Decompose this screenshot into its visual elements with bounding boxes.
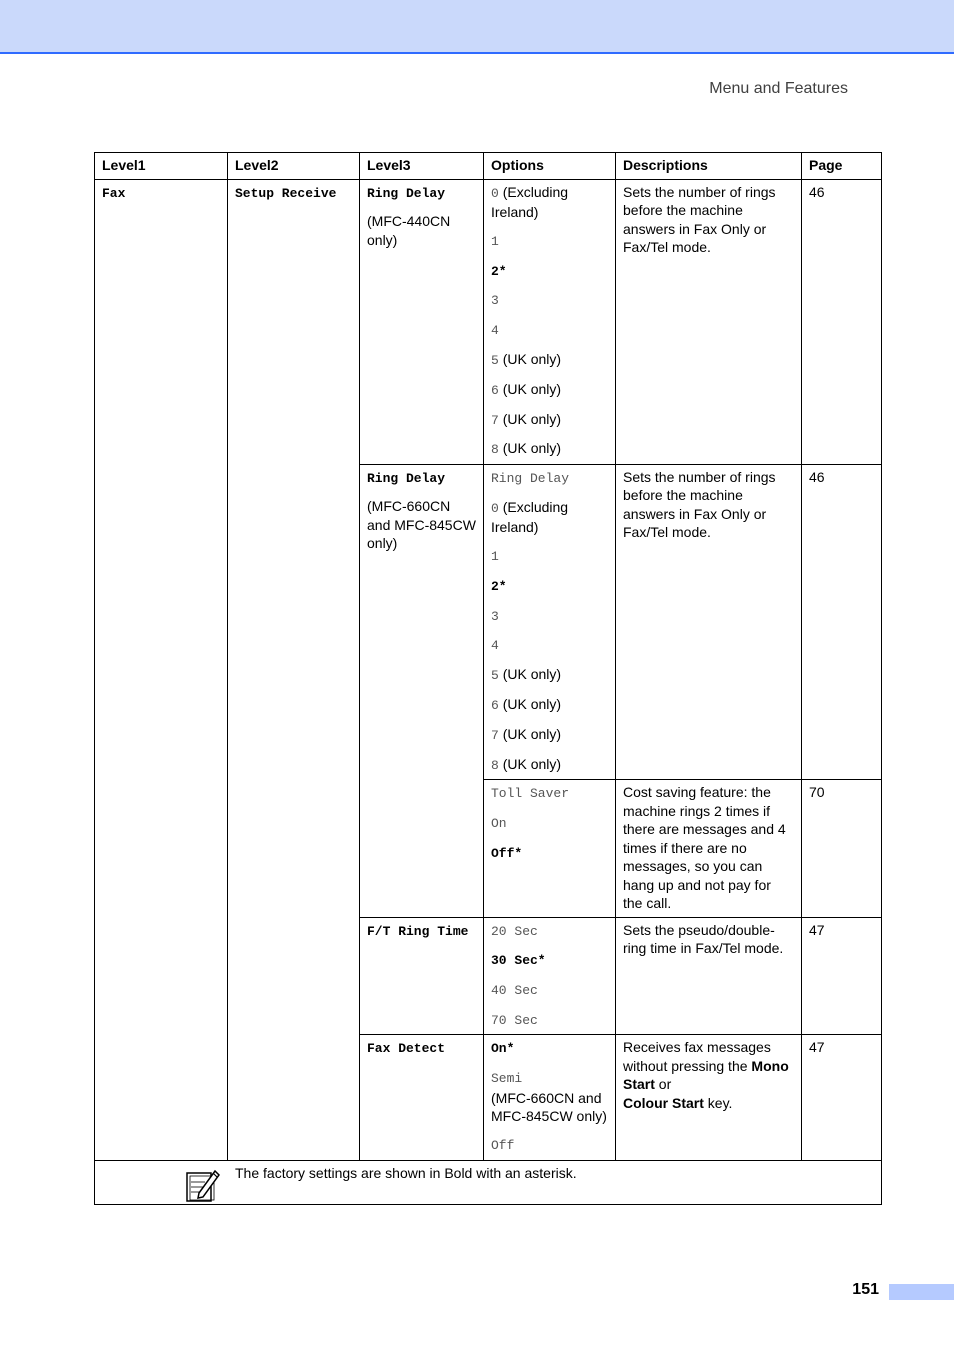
note-row (95, 1160, 882, 1204)
column-header-level3: Level3 (360, 153, 484, 180)
table-header-row (95, 153, 882, 180)
option-item: Off (491, 1138, 515, 1154)
option-item: Ring Delay (491, 470, 570, 486)
option-item-default: 2* (491, 578, 507, 594)
option-item: 5 (UK only) (491, 350, 562, 368)
option-item: 70 Sec (491, 1012, 538, 1028)
option-item: Toll Saver (491, 786, 570, 802)
description-cell: Sets the number of rings before the machine answers in Fax Only or Fax/Tel mode. (616, 179, 802, 464)
level3-note: (MFC-660CN and MFC-845CW only) (367, 498, 476, 552)
level3-cell (360, 1035, 484, 1160)
section-title: Menu and Features (709, 80, 848, 97)
option-item: 4 (491, 323, 499, 339)
option-item-default: Off* (491, 845, 523, 861)
option-item: 5 (UK only) (491, 666, 562, 684)
page-cell: 46 (802, 464, 882, 779)
option-item-default: 2* (491, 263, 507, 279)
description-cell: Sets the pseudo/double-ring time in Fax/Tel mode. (616, 917, 802, 1035)
menu-table (94, 152, 882, 1205)
option-item: 40 Sec (491, 983, 538, 999)
level2-value: Setup Receive (235, 185, 337, 201)
option-item: 6 (UK only) (491, 695, 562, 713)
level1-value: Fax (102, 185, 126, 201)
page-cell: 70 (802, 780, 882, 918)
level3-code: Ring Delay (367, 185, 446, 201)
top-color-bar (0, 0, 954, 54)
level3-cell (360, 917, 484, 1035)
options-cell (484, 1035, 616, 1160)
option-item: 3 (491, 608, 499, 624)
option-item: 3 (491, 293, 499, 309)
page-cell: 47 (802, 1035, 882, 1160)
option-item: 1 (491, 233, 499, 249)
page-cell: 46 (802, 179, 882, 464)
level3-note: (MFC-440CN only) (367, 213, 451, 248)
option-item-default: On* (491, 1041, 515, 1057)
level2-cell (228, 179, 360, 1160)
option-item: 0 (Excluding Ireland) (491, 183, 569, 220)
option-item: Semi (MFC-660CN and MFC-845CW only) (491, 1071, 607, 1125)
description-cell: Receives fax messages without pressing the Mono Start or Colour Start key. (616, 1035, 802, 1160)
page-number: 151 (852, 1281, 879, 1298)
option-item: On (491, 815, 507, 831)
option-item: 8 (UK only) (491, 755, 562, 773)
option-item: 6 (UK only) (491, 380, 562, 398)
note-cell (95, 1160, 882, 1204)
page-tab-marker (889, 1284, 954, 1300)
option-item: 20 Sec (491, 923, 538, 939)
level3-code: F/T Ring Time (367, 923, 469, 939)
level3-cell (360, 464, 484, 917)
table-row (95, 179, 882, 464)
column-header-descriptions: Descriptions (616, 153, 802, 180)
options-cell (484, 179, 616, 464)
option-item: 0 (Excluding Ireland) (491, 498, 569, 536)
option-item: 1 (491, 548, 499, 564)
column-header-level2: Level2 (228, 153, 360, 180)
option-item-default: 30 Sec* (491, 953, 546, 969)
options-cell (484, 780, 616, 918)
option-item: 4 (491, 638, 499, 654)
note-pencil-icon (185, 1167, 221, 1203)
page-cell: 47 (802, 917, 882, 1035)
option-item: 7 (UK only) (491, 725, 562, 743)
options-cell (484, 464, 616, 779)
column-header-options: Options (484, 153, 616, 180)
level3-code: Fax Detect (367, 1041, 446, 1057)
option-item: 7 (UK only) (491, 410, 562, 428)
option-item: 8 (UK only) (491, 440, 562, 458)
options-cell (484, 917, 616, 1035)
description-cell: Cost saving feature: the machine rings 2 times if there are messages and 4 times if there are no messages, so you can hang up and not pay for the call. (616, 780, 802, 918)
note-text: The factory settings are shown in Bold with an asterisk. (235, 1164, 577, 1181)
description-cell: Sets the number of rings before the machine answers in Fax Only or Fax/Tel mode. (616, 464, 802, 779)
column-header-level1: Level1 (95, 153, 228, 180)
level1-cell (95, 179, 228, 1160)
level3-code: Ring Delay (367, 470, 446, 486)
level3-cell (360, 179, 484, 464)
column-header-page: Page (802, 153, 882, 180)
